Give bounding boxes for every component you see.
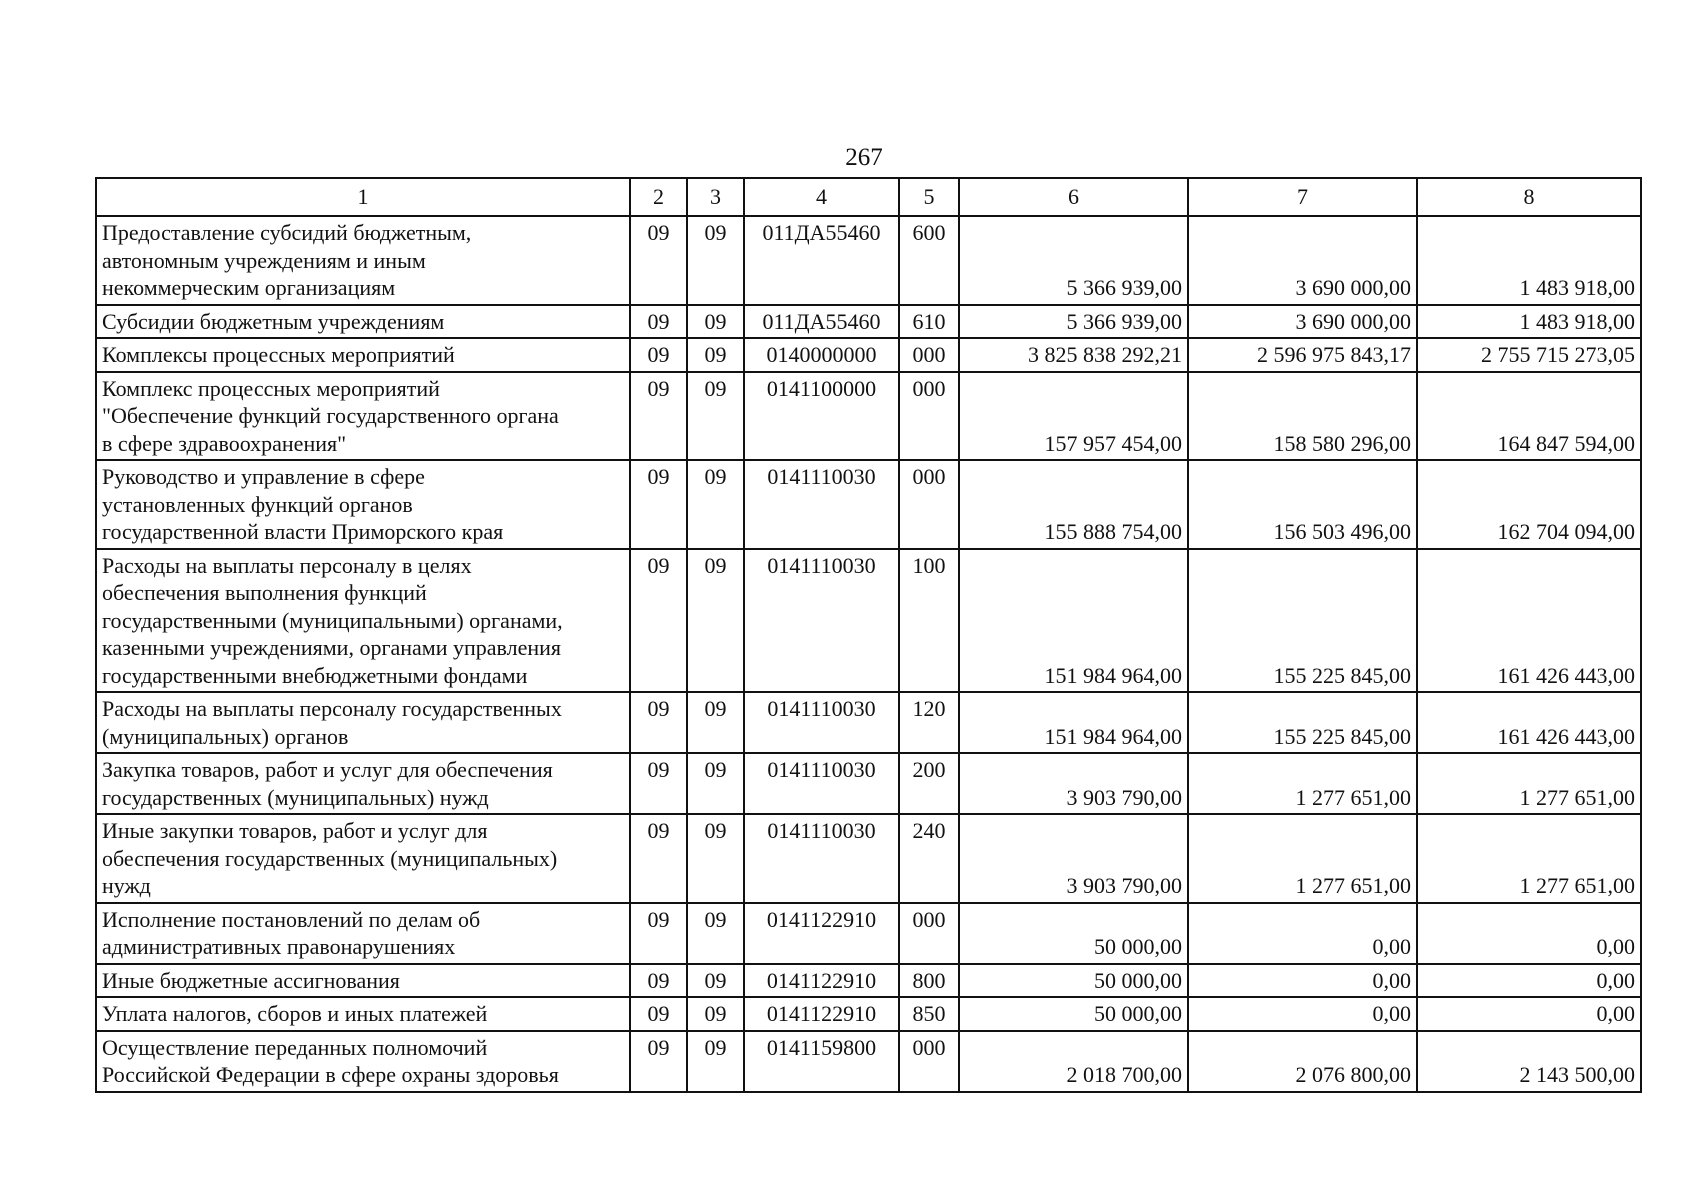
description-line: Расходы на выплаты персоналу государственных: [102, 696, 562, 721]
column-header: 4: [744, 178, 899, 216]
target-article-code: 0141110030: [744, 753, 899, 814]
expense-type-code: 800: [899, 964, 959, 998]
column-header: 6: [959, 178, 1188, 216]
expense-type-code: 120: [899, 692, 959, 753]
subsection-code: 09: [687, 753, 744, 814]
column-header: 2: [630, 178, 687, 216]
table-row: [96, 460, 1641, 549]
column-header: 8: [1417, 178, 1641, 216]
target-article-code: 0141110030: [744, 814, 899, 903]
description-line: Расходы на выплаты персоналу в целях: [102, 552, 472, 578]
column-header: 5: [899, 178, 959, 216]
amount-column-7: 155 225 845,00: [1188, 549, 1417, 693]
subsection-code: 09: [687, 338, 744, 372]
section-code: 09: [630, 903, 687, 964]
description-line: (муниципальных) органов: [102, 723, 349, 749]
amount-column-7: 0,00: [1188, 964, 1417, 998]
target-article-code: 0141100000: [744, 372, 899, 461]
expense-type-code: 240: [899, 814, 959, 903]
target-article-code: 0141122910: [744, 997, 899, 1031]
subsection-code: 09: [687, 692, 744, 753]
row-description: [96, 692, 630, 753]
description-line: Руководство и управление в сфере: [102, 464, 425, 489]
section-code: 09: [630, 305, 687, 339]
amount-column-7: 0,00: [1188, 997, 1417, 1031]
row-description: [96, 549, 630, 693]
row-description: [96, 305, 630, 339]
description-line: Исполнение постановлений по делам об: [102, 906, 481, 932]
description-line: обеспечения государственных (муниципальных): [102, 845, 558, 871]
row-description: [96, 460, 630, 549]
subsection-code: 09: [687, 460, 744, 549]
section-code: 09: [630, 753, 687, 814]
section-code: 09: [630, 692, 687, 753]
table-row: [96, 216, 1641, 305]
table-row: [96, 964, 1641, 998]
expense-type-code: 100: [899, 549, 959, 693]
subsection-code: 09: [687, 964, 744, 998]
amount-column-7: 158 580 296,00: [1188, 372, 1417, 461]
expense-type-code: 000: [899, 338, 959, 372]
row-description: [96, 753, 630, 814]
amount-column-8: 164 847 594,00: [1417, 372, 1641, 461]
row-description: [96, 997, 630, 1031]
expense-type-code: 850: [899, 997, 959, 1031]
section-code: 09: [630, 964, 687, 998]
subsection-code: 09: [687, 305, 744, 339]
amount-column-6: 3 903 790,00: [959, 753, 1188, 814]
table-row: [96, 997, 1641, 1031]
amount-column-8: 0,00: [1417, 903, 1641, 964]
amount-column-8: 161 426 443,00: [1417, 692, 1641, 753]
section-code: 09: [630, 1031, 687, 1092]
amount-column-6: 155 888 754,00: [959, 460, 1188, 549]
subsection-code: 09: [687, 997, 744, 1031]
row-description: [96, 372, 630, 461]
description-line: государственными внебюджетными фондами: [102, 662, 528, 688]
amount-column-6: 50 000,00: [959, 964, 1188, 998]
subsection-code: 09: [687, 216, 744, 305]
table-row: [96, 305, 1641, 339]
description-line: Осуществление переданных полномочий: [102, 1034, 488, 1060]
description-line: некоммерческим организациям: [102, 275, 396, 300]
description-line: автономным учреждениям и иным: [102, 247, 426, 273]
description-line: Российской Федерации в сфере охраны здоровья: [102, 1062, 559, 1087]
section-code: 09: [630, 460, 687, 549]
amount-column-6: 5 366 939,00: [959, 216, 1188, 305]
target-article-code: 0141122910: [744, 903, 899, 964]
amount-column-7: 2 076 800,00: [1188, 1031, 1417, 1092]
description-line: Предоставление субсидий бюджетным,: [102, 220, 472, 245]
subsection-code: 09: [687, 549, 744, 693]
subsection-code: 09: [687, 1031, 744, 1092]
description-line: Иные закупки товаров, работ и услуг для: [102, 818, 488, 843]
table-row: [96, 549, 1641, 693]
description-line: "Обеспечение функций государственного органа: [102, 403, 559, 428]
expense-type-code: 000: [899, 460, 959, 549]
amount-column-6: 50 000,00: [959, 997, 1188, 1031]
target-article-code: 011ДА55460: [744, 216, 899, 305]
description-line: административных правонарушениях: [102, 934, 456, 959]
expense-type-code: 200: [899, 753, 959, 814]
amount-column-6: 50 000,00: [959, 903, 1188, 964]
row-description: [96, 903, 630, 964]
description-line: государственными (муниципальными) органами,: [102, 607, 563, 633]
amount-column-8: 1 483 918,00: [1417, 216, 1641, 305]
amount-column-6: 3 825 838 292,21: [959, 338, 1188, 372]
row-description: [96, 338, 630, 372]
amount-column-6: 157 957 454,00: [959, 372, 1188, 461]
page-number: 267: [845, 144, 883, 171]
subsection-code: 09: [687, 814, 744, 903]
description-line: установленных функций органов: [102, 491, 413, 517]
table-row: [96, 814, 1641, 903]
expense-type-code: 610: [899, 305, 959, 339]
amount-column-8: 161 426 443,00: [1417, 549, 1641, 693]
column-header: 3: [687, 178, 744, 216]
target-article-code: 011ДА55460: [744, 305, 899, 339]
description-line: Комплекс процессных мероприятий: [102, 375, 440, 401]
amount-column-8: 1 277 651,00: [1417, 814, 1641, 903]
description-line: нужд: [102, 873, 151, 898]
amount-column-6: 151 984 964,00: [959, 549, 1188, 693]
amount-column-7: 156 503 496,00: [1188, 460, 1417, 549]
description-line: Иные бюджетные ассигнования: [102, 967, 400, 993]
header-row: [96, 178, 1641, 216]
column-header: 1: [96, 178, 630, 216]
column-header: 7: [1188, 178, 1417, 216]
amount-column-8: 1 483 918,00: [1417, 305, 1641, 339]
target-article-code: 0141159800: [744, 1031, 899, 1092]
row-description: [96, 1031, 630, 1092]
section-code: 09: [630, 216, 687, 305]
table-row: [96, 692, 1641, 753]
table-row: [96, 372, 1641, 461]
amount-column-7: 3 690 000,00: [1188, 305, 1417, 339]
row-description: [96, 216, 630, 305]
description-line: казенными учреждениями, органами управления: [102, 635, 562, 660]
expense-type-code: 000: [899, 372, 959, 461]
table-body: [96, 216, 1641, 1092]
description-line: Уплата налогов, сборов и иных платежей: [102, 1001, 488, 1026]
subsection-code: 09: [687, 903, 744, 964]
amount-column-8: 162 704 094,00: [1417, 460, 1641, 549]
amount-column-8: 2 755 715 273,05: [1417, 338, 1641, 372]
description-line: Субсидии бюджетным учреждениям: [102, 308, 445, 334]
amount-column-7: 1 277 651,00: [1188, 814, 1417, 903]
table-row: [96, 338, 1641, 372]
section-code: 09: [630, 372, 687, 461]
amount-column-8: 0,00: [1417, 964, 1641, 998]
table-row: [96, 903, 1641, 964]
amount-column-6: 3 903 790,00: [959, 814, 1188, 903]
amount-column-8: 1 277 651,00: [1417, 753, 1641, 814]
target-article-code: 0140000000: [744, 338, 899, 372]
description-line: Комплексы процессных мероприятий: [102, 342, 455, 367]
target-article-code: 0141110030: [744, 692, 899, 753]
section-code: 09: [630, 814, 687, 903]
description-line: обеспечения выполнения функций: [102, 580, 427, 605]
amount-column-7: 2 596 975 843,17: [1188, 338, 1417, 372]
row-description: [96, 964, 630, 998]
target-article-code: 0141110030: [744, 549, 899, 693]
description-line: государственных (муниципальных) нужд: [102, 784, 489, 810]
amount-column-7: 3 690 000,00: [1188, 216, 1417, 305]
table-row: [96, 753, 1641, 814]
section-code: 09: [630, 997, 687, 1031]
amount-column-7: 155 225 845,00: [1188, 692, 1417, 753]
subsection-code: 09: [687, 372, 744, 461]
expense-type-code: 600: [899, 216, 959, 305]
section-code: 09: [630, 549, 687, 693]
target-article-code: 0141122910: [744, 964, 899, 998]
amount-column-6: 5 366 939,00: [959, 305, 1188, 339]
expense-type-code: 000: [899, 1031, 959, 1092]
description-line: государственной власти Приморского края: [102, 519, 504, 544]
row-description: [96, 814, 630, 903]
section-code: 09: [630, 338, 687, 372]
budget-table: [95, 177, 1642, 1093]
amount-column-8: 2 143 500,00: [1417, 1031, 1641, 1092]
expense-type-code: 000: [899, 903, 959, 964]
amount-column-7: 0,00: [1188, 903, 1417, 964]
amount-column-6: 2 018 700,00: [959, 1031, 1188, 1092]
target-article-code: 0141110030: [744, 460, 899, 549]
description-line: в сфере здравоохранения": [102, 430, 347, 456]
table-row: [96, 1031, 1641, 1092]
amount-column-7: 1 277 651,00: [1188, 753, 1417, 814]
description-line: Закупка товаров, работ и услуг для обеспечения: [102, 757, 553, 782]
amount-column-6: 151 984 964,00: [959, 692, 1188, 753]
amount-column-8: 0,00: [1417, 997, 1641, 1031]
